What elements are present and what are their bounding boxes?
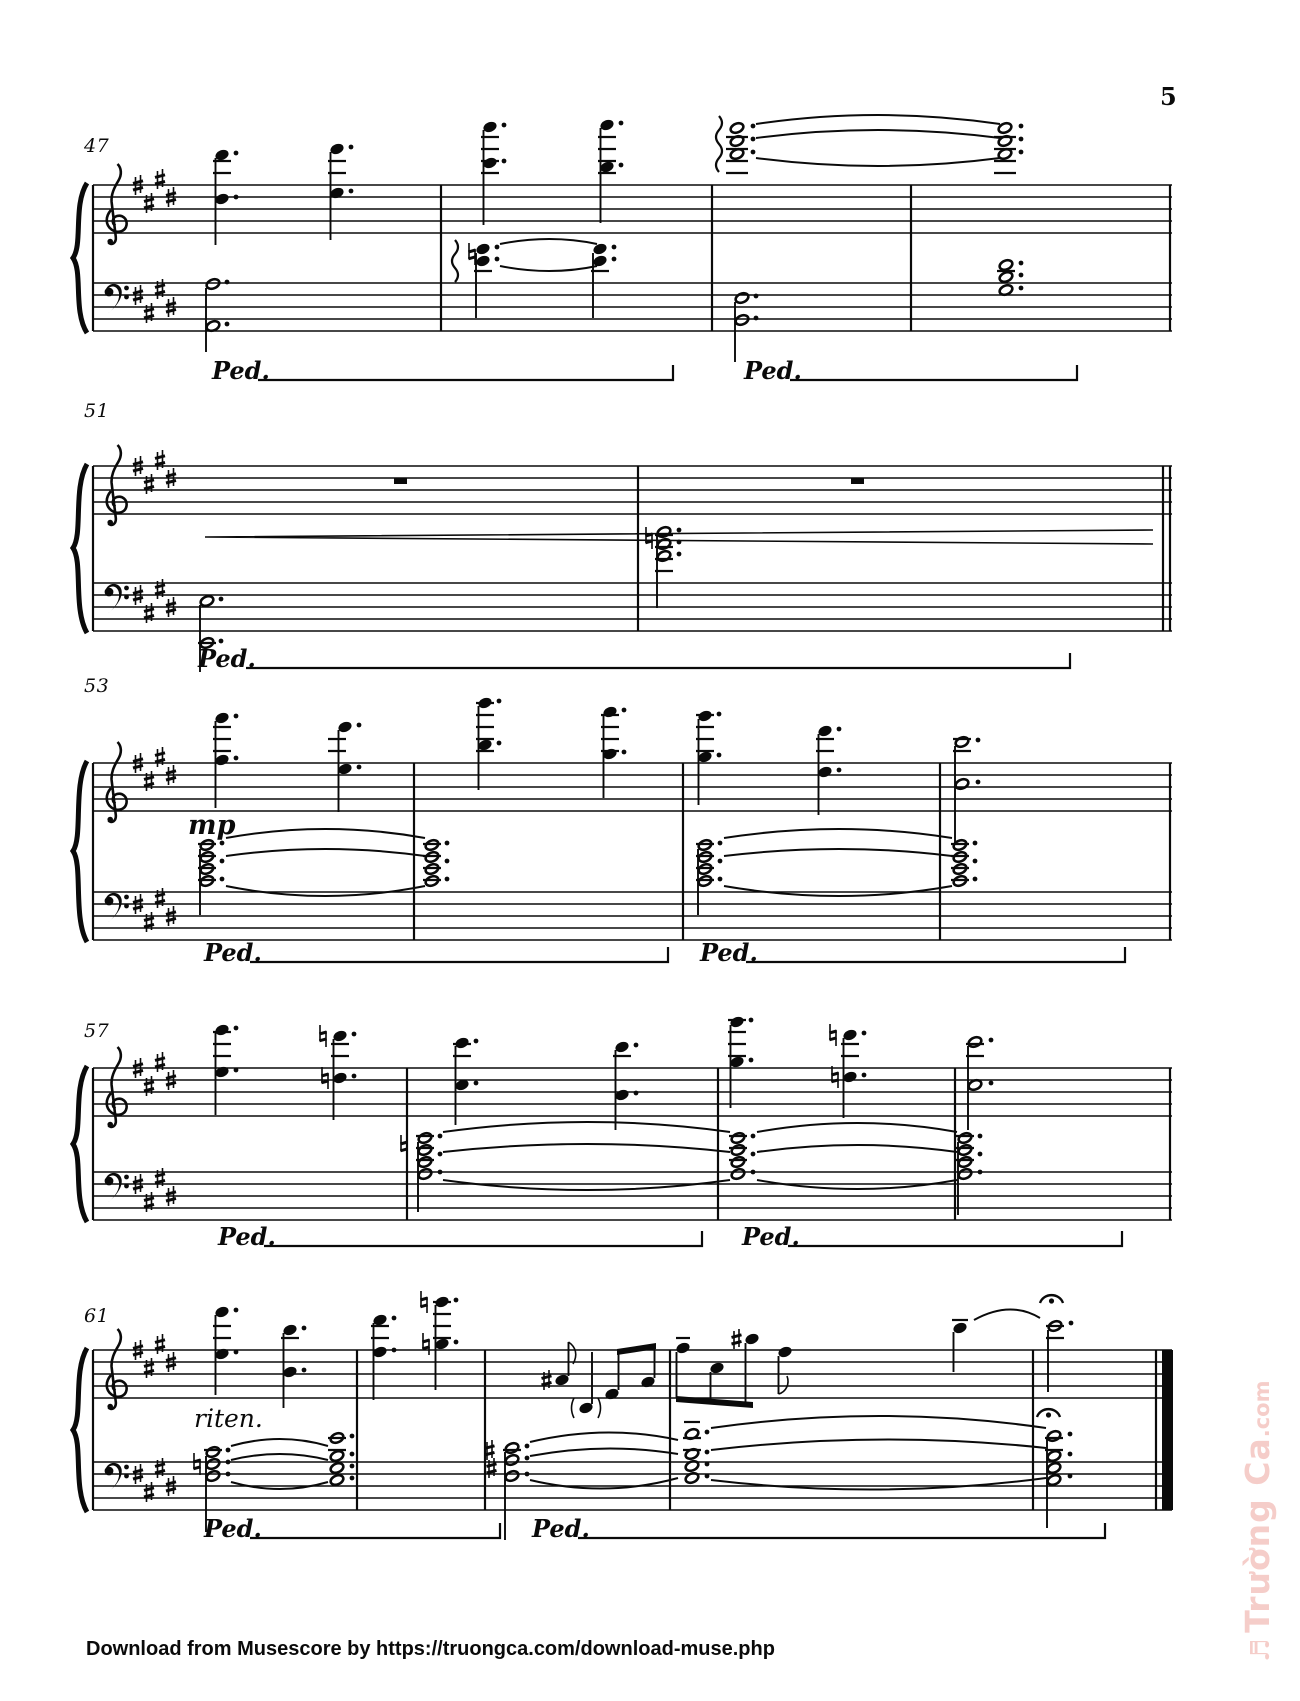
notes-bass	[205, 239, 1023, 362]
watermark-logo-icon: ♬	[1246, 1638, 1276, 1662]
notes-bass	[400, 1122, 982, 1215]
brace	[73, 1348, 87, 1512]
tempo-riten: riten.	[194, 1404, 263, 1433]
staff-lines	[93, 466, 1172, 631]
footer-credit: Download from Musescore by https://truongca.com/download-muse.php	[86, 1638, 775, 1660]
brace	[73, 183, 87, 333]
pedal-mark: Ped.	[204, 938, 262, 967]
fermata	[1040, 1295, 1063, 1303]
pedal-mark: Ped.	[532, 1514, 590, 1543]
arpeggio	[716, 116, 722, 172]
pedal-mark: Ped.	[700, 938, 758, 967]
measure-number-47: 47	[84, 135, 110, 157]
brace	[73, 761, 87, 942]
whole-rest	[851, 478, 864, 484]
pedal-line	[264, 1231, 1122, 1246]
measure-number-51: 51	[84, 400, 110, 422]
beam	[617, 1343, 656, 1355]
notes-treble	[213, 696, 980, 845]
key-signature	[133, 1052, 176, 1212]
brace	[73, 464, 87, 633]
whole-rest	[394, 478, 407, 484]
system-1	[73, 115, 1172, 380]
arpeggio	[452, 240, 458, 282]
brace	[73, 1066, 87, 1222]
pedal-mark: Ped.	[212, 356, 270, 385]
staff-lines	[93, 763, 1172, 940]
barlines	[93, 185, 1170, 331]
staff-lines	[93, 185, 1172, 331]
pedal-mark: Ped.	[744, 356, 802, 385]
pedal-mark: Ped.	[198, 644, 256, 673]
pedal-mark: Ped.	[742, 1222, 800, 1251]
measure-number-53: 53	[84, 675, 110, 697]
key-signature	[133, 450, 176, 623]
pedal-mark: Ped.	[218, 1222, 276, 1251]
eighth-flag	[779, 1376, 789, 1394]
pedal-line	[258, 365, 1077, 380]
pedal-line	[246, 653, 1070, 668]
dynamic-mp: mp	[188, 810, 236, 841]
barlines	[93, 763, 1170, 940]
paren-right	[598, 1398, 601, 1418]
measure-number-61: 61	[84, 1305, 110, 1327]
tie	[974, 1309, 1040, 1320]
notes-bass	[198, 829, 977, 915]
watermark-text: Trường Ca	[1238, 1437, 1277, 1633]
fermata	[1037, 1409, 1060, 1417]
pedal-line	[250, 947, 1125, 962]
ties	[226, 829, 952, 896]
watermark-suffix: .com	[1250, 1380, 1274, 1438]
measure-number-57: 57	[84, 1020, 110, 1042]
paren-left	[572, 1398, 575, 1418]
eighth-flag	[569, 1342, 576, 1364]
key-signature	[133, 169, 176, 323]
system-4	[73, 1015, 1172, 1246]
notes-treble	[213, 1015, 993, 1130]
pedal-mark: Ped.	[204, 1514, 262, 1543]
system-3	[73, 696, 1172, 962]
ties	[443, 1122, 957, 1190]
ties	[756, 115, 1000, 166]
ties	[500, 239, 597, 271]
notes-bass	[198, 525, 681, 672]
final-barline	[1162, 1350, 1173, 1510]
pedal-line	[250, 1523, 1105, 1538]
notes-treble	[213, 1291, 1073, 1418]
key-signature	[133, 1334, 176, 1502]
system-2	[73, 445, 1172, 672]
page-number: 5	[1160, 82, 1177, 111]
notes-treble	[213, 115, 1023, 245]
